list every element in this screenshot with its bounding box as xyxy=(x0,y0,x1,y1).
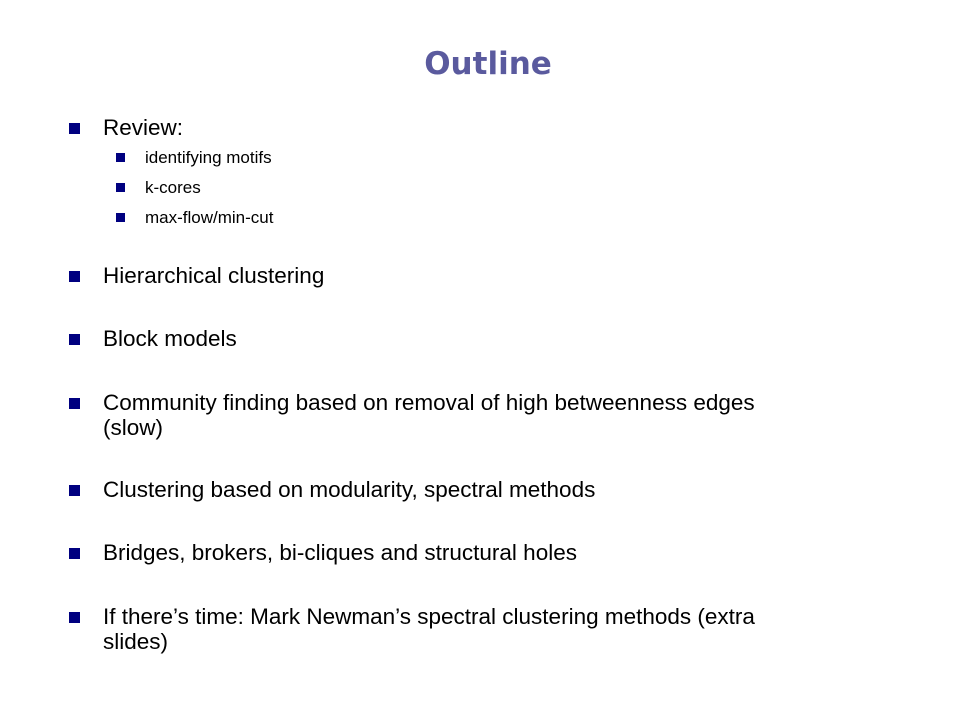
sub-bullet-text-maxflow: max-flow/min-cut xyxy=(145,208,274,227)
sub-bullet-square-icon xyxy=(116,183,125,192)
sub-bullet-text-kcores: k-cores xyxy=(145,178,201,197)
bullet-square-icon xyxy=(69,271,80,282)
bullet-text-extra: If there’s time: Mark Newman’s spectral clustering methods (extra xyxy=(103,604,755,629)
bullet-square-icon xyxy=(69,548,80,559)
bullet-text-bridges: Bridges, brokers, bi-cliques and structural holes xyxy=(103,540,577,565)
bullet-square-icon xyxy=(69,123,80,134)
bullet-text-review: Review: xyxy=(103,115,184,140)
bullet-text-hierarchical: Hierarchical clustering xyxy=(103,263,325,288)
sub-bullet-text-motifs: identifying motifs xyxy=(145,148,272,167)
bullet-square-icon xyxy=(69,612,80,623)
bullet-square-icon xyxy=(69,485,80,496)
sub-bullet-square-icon xyxy=(116,213,125,222)
slide-title: Outline xyxy=(424,46,552,82)
bullet-square-icon xyxy=(69,398,80,409)
bullet-text-block-models: Block models xyxy=(103,326,237,351)
bullet-text-community-finding: Community finding based on removal of high betweenness edges xyxy=(103,390,755,415)
bullet-text-modularity: Clustering based on modularity, spectral methods xyxy=(103,477,596,502)
bullet-square-icon xyxy=(69,334,80,345)
bullet-text-community-finding-cont: (slow) xyxy=(103,415,163,440)
bullet-text-extra-cont: slides) xyxy=(103,629,169,654)
sub-bullet-square-icon xyxy=(116,153,125,162)
